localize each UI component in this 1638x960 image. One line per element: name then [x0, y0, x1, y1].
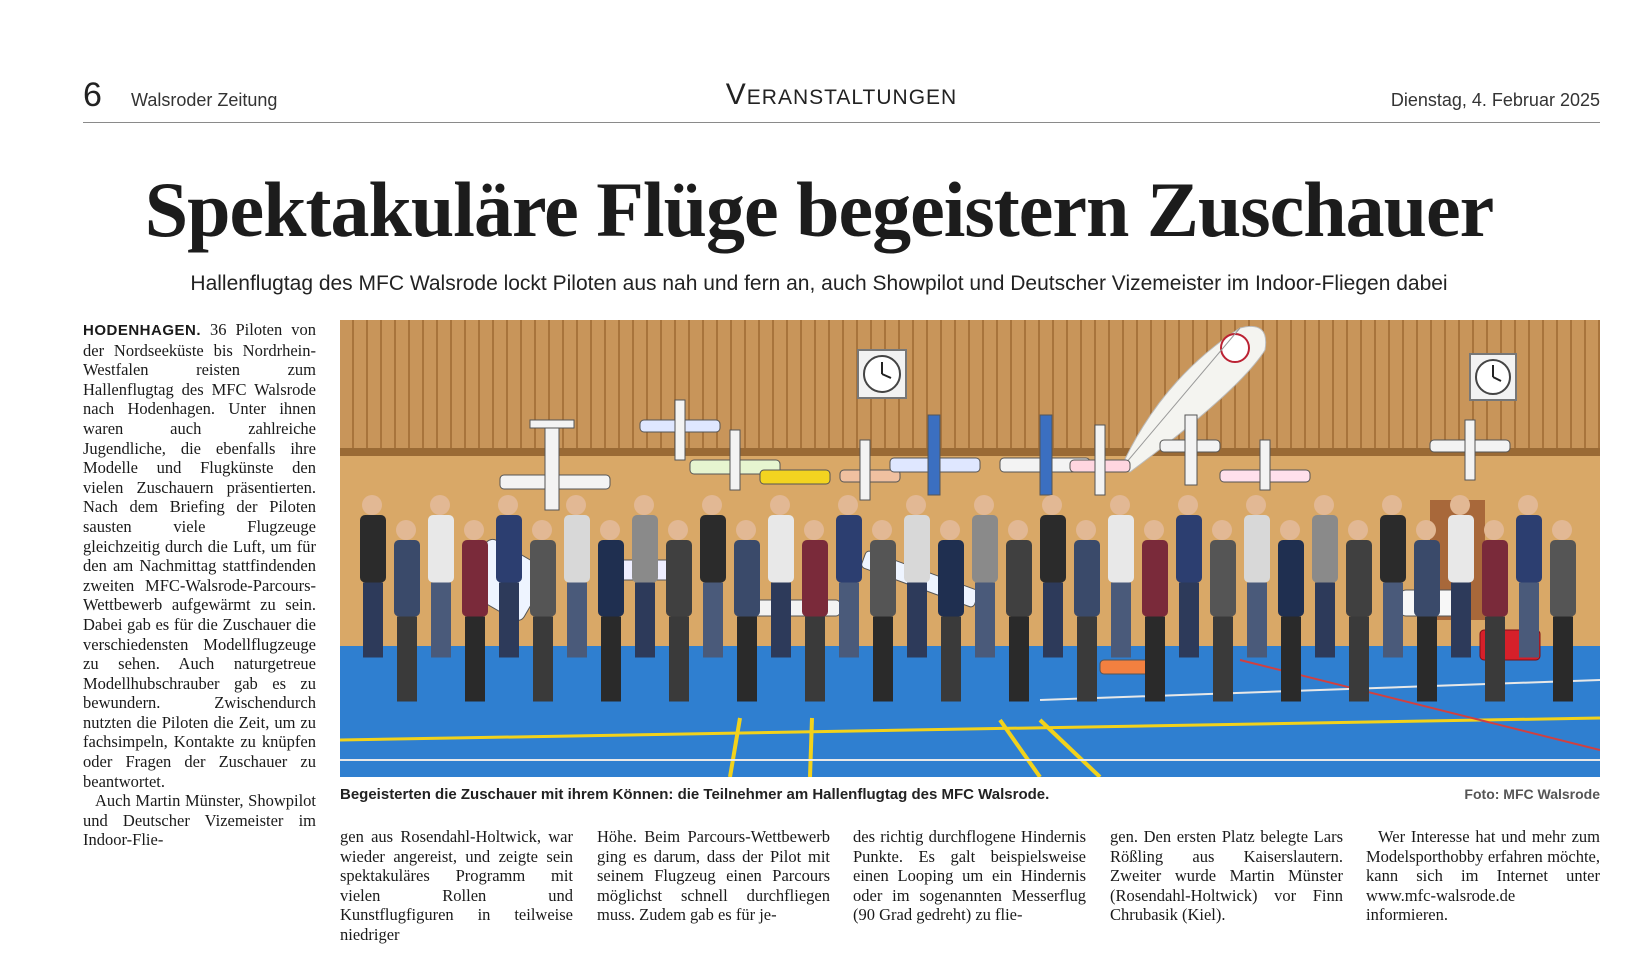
person-figure [700, 495, 726, 658]
page-number: 6 [83, 76, 102, 114]
person-figure [904, 495, 930, 658]
newspaper-name: Walsroder Zeitung [131, 90, 278, 110]
person-figure [666, 520, 692, 702]
column-6-text: Wer Interesse hat und mehr zum Modelsporthobby erfahren möchte, kann sich im Internet unter www.mfc-walsrode.de informieren. [1366, 827, 1600, 925]
person-figure [496, 495, 522, 658]
article-column-5 [1110, 827, 1343, 960]
article-headline: Spektakuläre Flüge begeistern Zuschauer [144, 166, 1494, 253]
person-figure [1244, 495, 1270, 658]
article-column-4 [853, 827, 1086, 960]
person-figure [1278, 520, 1304, 702]
photo-caption: Begeisterten die Zuschauer mit ihrem Können: die Teilnehmer am Hallenflugtag des MFC Walsrode. [340, 786, 1050, 803]
event-photo [340, 320, 1600, 777]
person-figure [938, 520, 964, 702]
photo-credit: Foto: MFC Walsrode [1464, 786, 1600, 802]
person-figure [530, 520, 556, 702]
gym-floor [340, 646, 1600, 777]
article-column-3 [597, 827, 830, 960]
person-figure [870, 520, 896, 702]
person-figure [734, 520, 760, 702]
person-figure [564, 495, 590, 658]
article-column-2 [340, 827, 573, 960]
person-figure [394, 520, 420, 702]
person-figure [1414, 520, 1440, 702]
column-1-paragraph-2: Auch Martin Münster, Showpilot und Deutscher Vizemeister im Indoor-Flie- [83, 791, 316, 850]
person-figure [836, 495, 862, 658]
person-figure [1142, 520, 1168, 702]
wood-wall-upper [340, 320, 1600, 450]
event-photo-illustration [340, 320, 1600, 777]
person-figure [1482, 520, 1508, 702]
column-3-text: Höhe. Beim Parcours-Wettbewerb ging es darum, dass der Pilot mit seinem Flugzeug einen Parcours möglichst schnell durchfliegen muss. Zudem gab es für je- [597, 827, 830, 925]
person-figure [1176, 495, 1202, 658]
person-figure [1380, 495, 1406, 658]
column-1-paragraph-1: 36 Piloten von der Nordseeküste bis Nordrhein-Westfalen reisten zum Hallenflugtag des MFC Walsrode nach Hodenhagen. Unter ihnen waren auch zahlreiche Jugendliche, die ebenfalls ihre Modelle und Flugkünste den vielen Zuschauern präsentierten. Nach dem Briefing der Piloten sausten viele Flugzeuge gleichzeitig durch die Luft, um für den am Nachmittag stattfindenden zweiten MFC-Walsrode-Parcours-Wettbewerb aufgewärmt zu sein. Dabei gab es für die Zuschauer die verschiedensten Modellflugzeuge zu sehen. Auch naturgetreue Modellhubschrauber gab es zu bewundern. Zwischendurch nutzten die Piloten die Zeit, um zu fachsimpeln, Kontakte zu knüpfen oder Fragen der Zuschauer zu beantwortet. [83, 320, 316, 791]
person-figure [1312, 495, 1338, 658]
person-figure [802, 520, 828, 702]
wall-clock-left-icon [858, 350, 906, 398]
person-figure [1040, 495, 1066, 658]
person-figure [1074, 520, 1100, 702]
person-figure [1108, 495, 1134, 658]
column-5-text: gen. Den ersten Platz belegte Lars Rößling aus Kaiserslautern. Zweiter wurde Martin Münster (Rosendahl-Holtwick) vor Finn Chrubasik (Kiel). [1110, 827, 1343, 925]
person-figure [1346, 520, 1372, 702]
person-figure [632, 495, 658, 658]
person-figure [462, 520, 488, 702]
issue-date: Dienstag, 4. Februar 2025 [1390, 90, 1600, 110]
section-title: Veranstaltungen [725, 78, 958, 111]
article-subheadline: Hallenflugtag des MFC Walsrode lockt Piloten aus nah und fern an, auch Showpilot und Deutscher Vizemeister im Indoor-Fliegen dabei [190, 272, 1448, 295]
person-figure [1006, 520, 1032, 702]
wall-clock-right-icon [1470, 354, 1516, 400]
article-column-6 [1366, 827, 1600, 960]
person-figure [972, 495, 998, 658]
person-figure [428, 495, 454, 658]
column-4-text: des richtig durchflogene Hindernis Punkte. Es galt beispielsweise einen Looping um ein Hindernis oder im sogenannten Messerflug (90 Grad gedreht) zu flie- [853, 827, 1086, 925]
page-header [83, 66, 1600, 123]
person-figure [598, 520, 624, 702]
person-figure [1210, 520, 1236, 702]
dateline: HODENHAGEN. [83, 322, 202, 339]
column-2-text: gen aus Rosendahl-Holtwick, war wieder angereist, und zeigte sein spektakuläres Programm mit vielen Rollen und Kunstflugfiguren in teilweise niedriger [340, 827, 573, 944]
person-figure [1448, 495, 1474, 658]
article-column-1 [83, 320, 316, 850]
person-figure [768, 495, 794, 658]
person-figure [360, 495, 386, 658]
person-figure [1516, 495, 1542, 658]
person-figure [1550, 520, 1576, 702]
